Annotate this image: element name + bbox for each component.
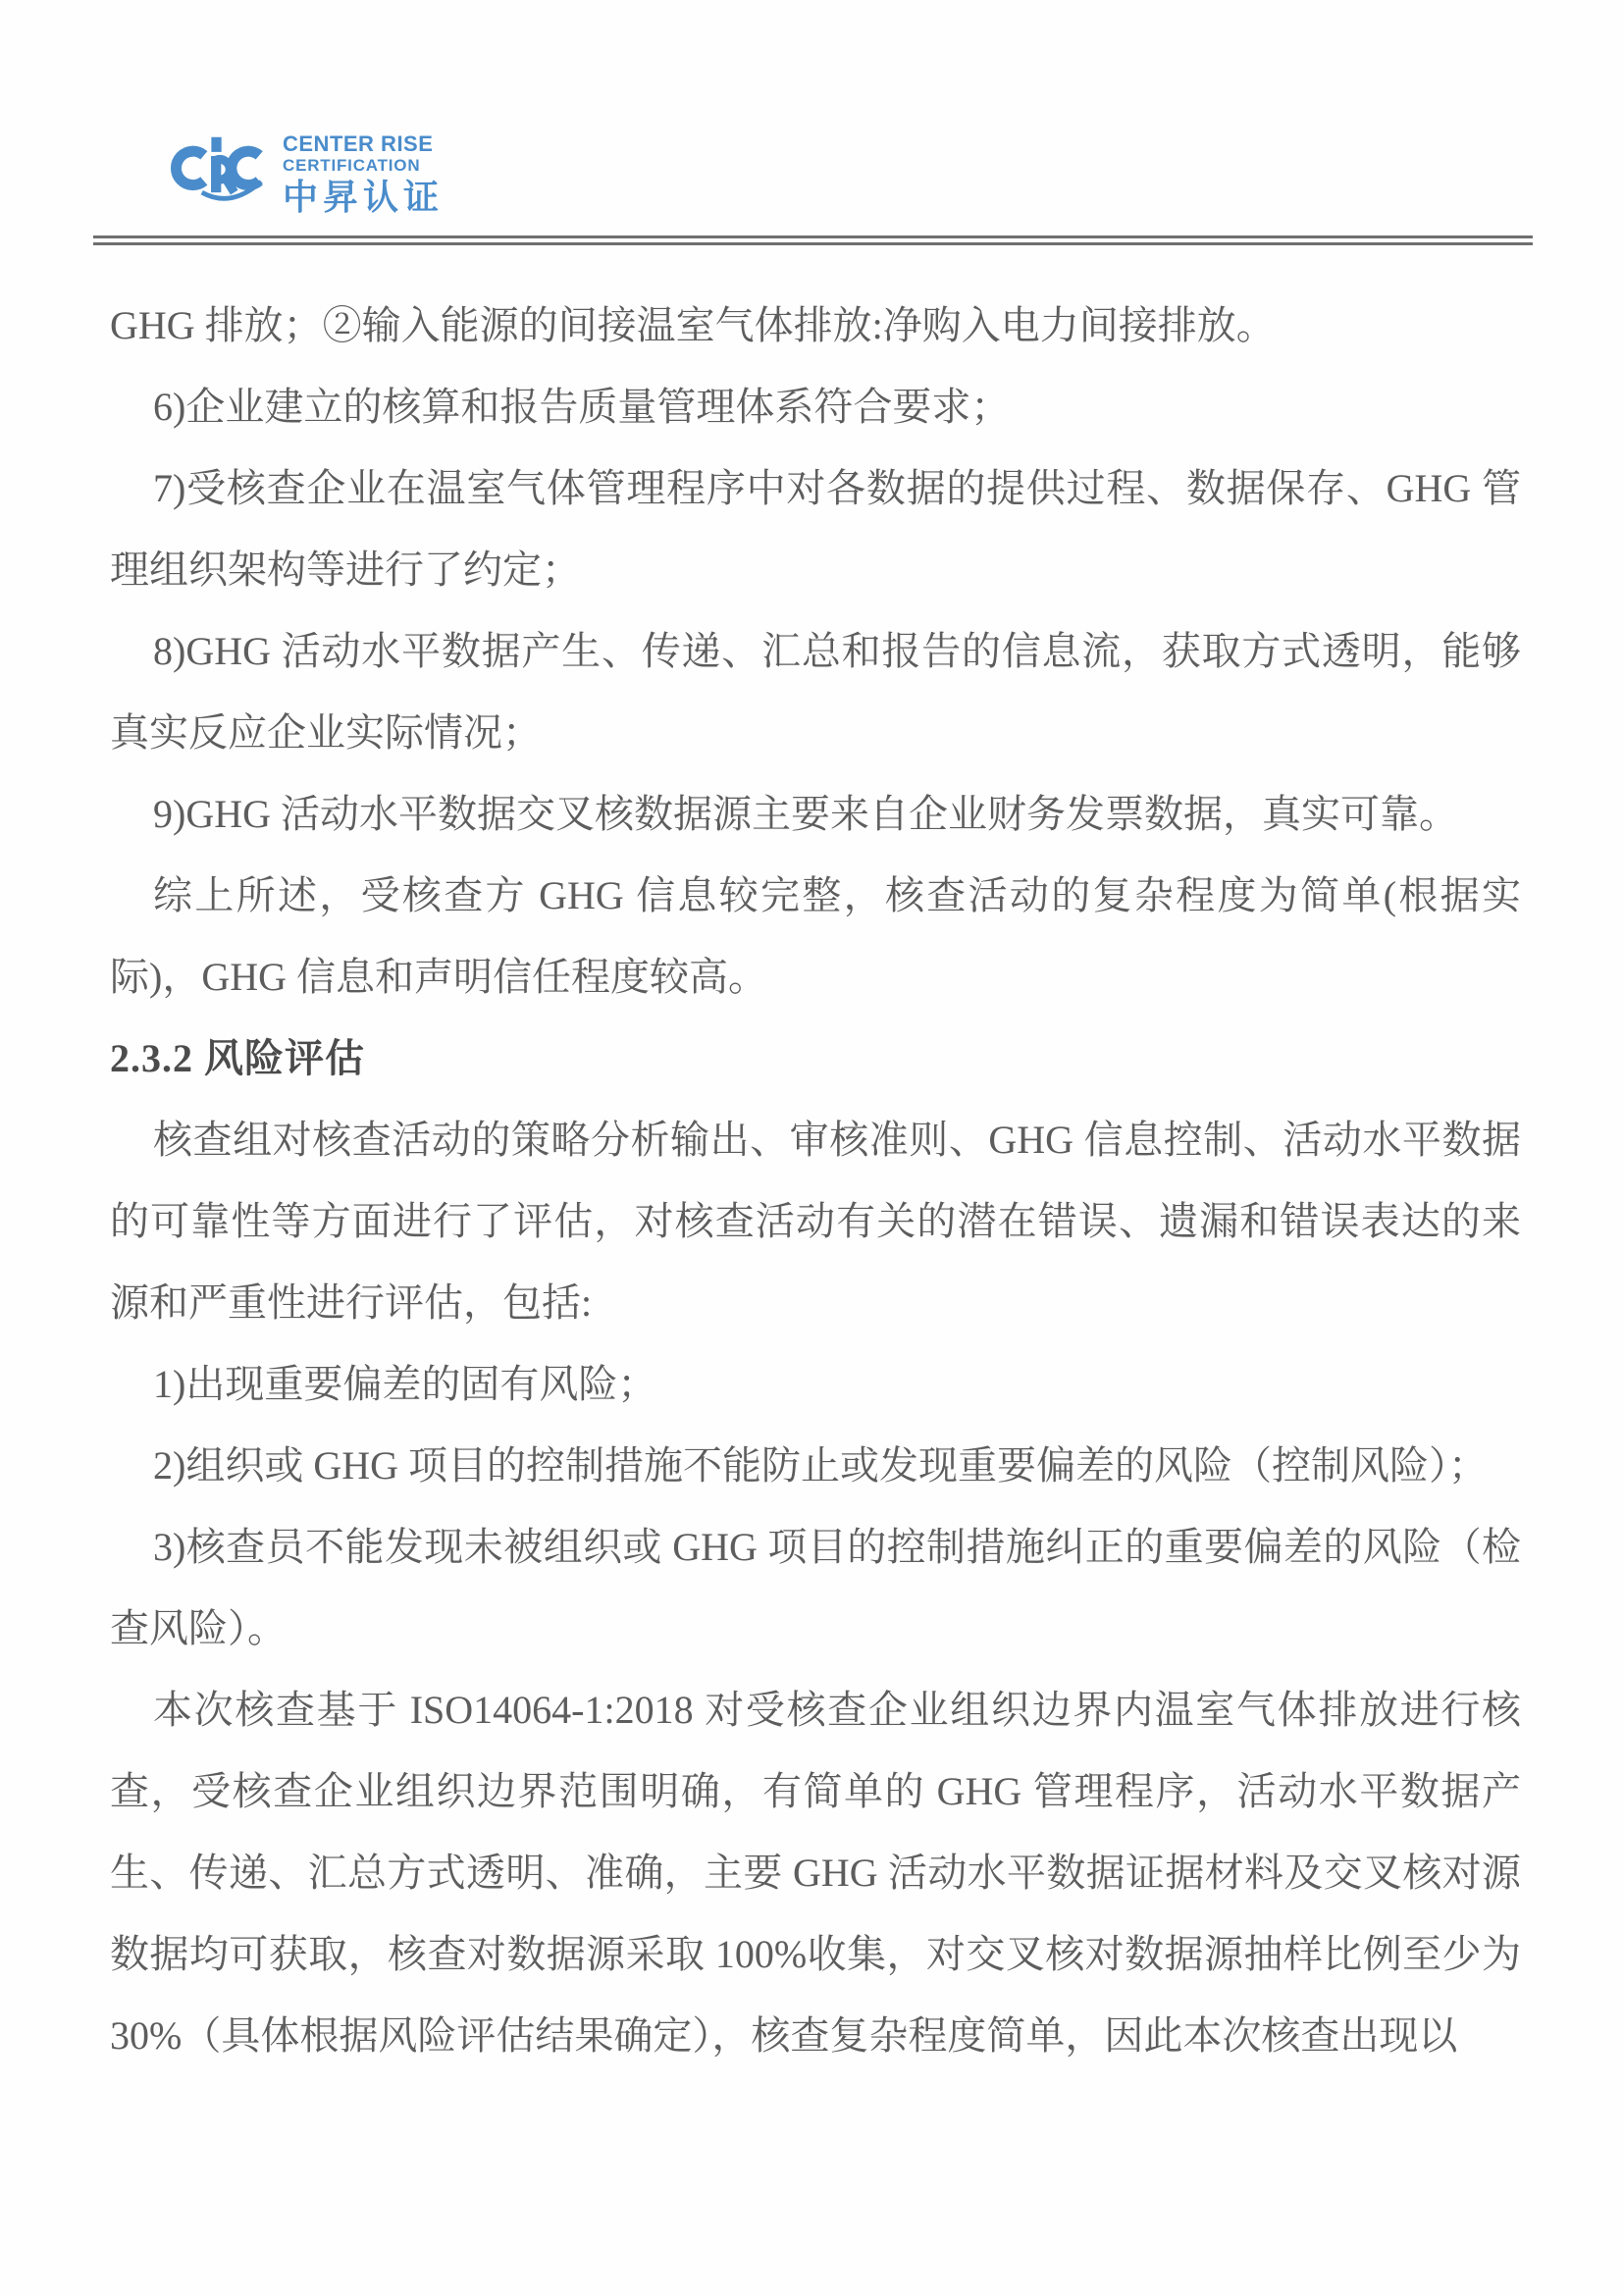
section-heading-risk-assessment: 2.3.2 风险评估: [110, 1036, 365, 1080]
body-paragraph: 1)出现重要偏差的固有风险；: [153, 1362, 657, 1406]
body-paragraph: 7)受核查企业在温室气体管理程序中对各数据的提供过程、数据保存、GHG 管理组织架构等进行了约定；: [110, 466, 1521, 592]
body-paragraph: 2)组织或 GHG 项目的控制措施不能防止或发现重要偏差的风险（控制风险）；: [153, 1443, 1488, 1487]
body-paragraph: 3)核查员不能发现未被组织或 GHG 项目的控制措施纠正的重要偏差的风险（检查风险）。: [110, 1525, 1521, 1650]
logo-name-en-line1: CENTER RISE: [283, 131, 434, 156]
body-paragraph: 综上所述，受核查方 GHG 信息较完整，核查活动的复杂程度为简单(根据实际)，GHG 信息和声明信任程度较高。: [110, 873, 1521, 999]
company-logo-text: [283, 122, 444, 215]
logo-name-cn: 中昇认证: [283, 178, 445, 217]
body-paragraph: GHG 排放；②输入能源的间接温室气体排放:净购入电力间接排放。: [110, 303, 1276, 347]
body-paragraph: 9)GHG 活动水平数据交叉核数据源主要来自企业财务发票数据，真实可靠。: [153, 792, 1458, 836]
header-divider: [93, 235, 1533, 245]
company-logo: [167, 122, 444, 215]
body-paragraph: 6)企业建立的核算和报告质量管理体系符合要求；: [153, 385, 1011, 429]
document-body: [110, 285, 1521, 2076]
crc-monogram-icon: [167, 122, 275, 212]
body-paragraph: 8)GHG 活动水平数据产生、传递、汇总和报告的信息流，获取方式透明，能够真实反应企业实际情况；: [110, 629, 1521, 755]
body-paragraph: 本次核查基于 ISO14064-1:2018 对受核查企业组织边界内温室气体排放进行核查，受核查企业组织边界范围明确，有简单的 GHG 管理程序，活动水平数据产生、传递、汇总方式透明、准确，主要 GHG 活动水平数据证据材料及交叉核对源数据均可获取，核查对数据源采取 100%收集，对交叉核对数据源抽样比例至少为 30%（具体根据风险评估结果确定），核查复杂程度简单，因此本次核查出现以: [110, 1688, 1521, 2058]
logo-name-en-line2: CERTIFICATION: [283, 156, 421, 175]
body-paragraph: 核查组对核查活动的策略分析输出、审核准则、GHG 信息控制、活动水平数据的可靠性等方面进行了评估，对核查活动有关的潜在错误、遗漏和错误表达的来源和严重性进行评估，包括:: [110, 1118, 1521, 1325]
